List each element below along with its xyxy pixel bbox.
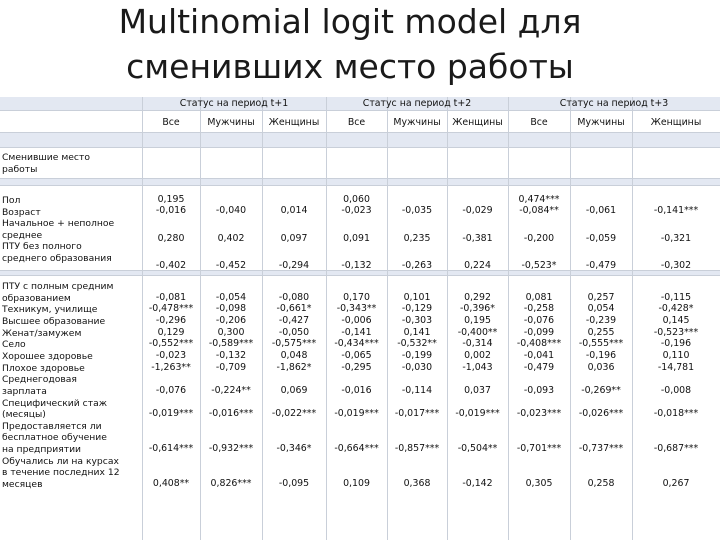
- value-cell: 0,110: [662, 349, 690, 361]
- value-cell: -0,029: [462, 205, 493, 216]
- value-cell: -0,084**: [519, 205, 559, 216]
- value-cell: 0,170: [343, 291, 370, 303]
- value-cell: -0,532**: [397, 338, 437, 350]
- value-cell: -0,552***: [148, 338, 194, 350]
- block-2-label: Село: [2, 339, 26, 351]
- value-cell: -0,196: [585, 349, 617, 361]
- value-cell: -0,269**: [581, 384, 621, 396]
- value-cell: -0,687***: [653, 443, 699, 455]
- block-1-label: Пол: [2, 195, 21, 206]
- value-cell: -0,258: [523, 303, 555, 315]
- block-2-label: образованием: [2, 292, 71, 304]
- value-cell: -0,343**: [336, 303, 377, 315]
- value-cell: 0,101: [403, 291, 431, 303]
- value-cell: 0,300: [217, 326, 245, 338]
- value-cell: -0,054: [215, 291, 247, 303]
- value-cell: -0,019***: [148, 408, 194, 420]
- value-cell: -0,661*: [276, 303, 312, 315]
- value-cell: -0,452: [215, 260, 247, 271]
- value-cell: -0,206: [215, 314, 247, 326]
- value-cell: -0,200: [523, 233, 555, 244]
- value-cell: 0,224: [464, 260, 491, 271]
- value-cell: -0,434***: [334, 338, 379, 350]
- value-cell: -0,093: [523, 384, 555, 396]
- value-cell: 0,195: [464, 314, 491, 326]
- value-cell: 0,474***: [518, 194, 560, 205]
- value-cell: -0,023: [341, 205, 372, 216]
- value-cell: -0,142: [462, 478, 493, 490]
- value-cell: 0,195: [157, 194, 185, 205]
- value-cell: -0,016: [341, 384, 372, 396]
- section-label-line-1: Сменившие место: [2, 152, 90, 163]
- value-cell: -0,381: [462, 233, 493, 244]
- value-cell: 0,235: [403, 233, 431, 244]
- results-table: [0, 97, 720, 540]
- col-header-women-3: Женщины: [650, 117, 702, 128]
- value-cell: 0,014: [280, 205, 308, 216]
- value-cell: -0,041: [523, 349, 555, 361]
- value-cell: -0,523*: [521, 260, 557, 271]
- value-cell: -0,098: [215, 303, 247, 315]
- value-cell: -0,019***: [455, 408, 500, 420]
- group-header-t1: Статус на период t+1: [179, 98, 289, 109]
- value-cell: 0,109: [343, 478, 370, 490]
- value-cell: -0,614***: [148, 443, 194, 455]
- value-cell: -0,408***: [516, 338, 562, 350]
- value-cell: 0,129: [157, 326, 185, 338]
- block-1-label: среднее: [2, 229, 43, 241]
- value-cell: -0,737***: [578, 443, 624, 455]
- group-header-t3: Статус на период t+3: [559, 98, 669, 109]
- block-2-label: Хорошее здоровье: [2, 350, 93, 362]
- value-cell: -0,303: [401, 314, 433, 326]
- value-cell: -0,479: [523, 361, 555, 373]
- value-cell: -0,115: [660, 291, 692, 303]
- value-cell: 0,036: [587, 361, 615, 373]
- value-cell: 0,145: [662, 314, 690, 326]
- value-cell: -0,132: [215, 349, 247, 361]
- value-cell: -0,295: [341, 361, 372, 373]
- value-cell: -0,018***: [653, 408, 699, 420]
- value-cell: -0,040: [215, 205, 247, 216]
- block-2-label: Обучались ли на курсах: [2, 455, 119, 467]
- block-2-label: Плохое здоровье: [2, 362, 85, 374]
- spacer-row: [0, 132, 720, 147]
- value-cell: 0,060: [343, 194, 370, 205]
- block-2-label: Специфический стаж: [2, 397, 107, 409]
- section-label-line-2: работы: [2, 164, 38, 175]
- value-cell: -0,026***: [578, 408, 624, 420]
- value-cell: 0,267: [662, 478, 690, 490]
- value-cell: -0,263: [401, 260, 433, 271]
- col-header-men-3: Мужчины: [577, 117, 625, 128]
- value-cell: -0,017***: [394, 408, 440, 420]
- value-cell: 0,097: [280, 233, 308, 244]
- block-2-label: (месяцы): [2, 409, 46, 421]
- col-header-women-2: Женщины: [452, 117, 503, 128]
- value-cell: -0,141***: [653, 205, 699, 216]
- value-cell: -0,080: [278, 291, 310, 303]
- value-cell: -0,314: [462, 338, 493, 350]
- value-cell: -0,114: [401, 384, 433, 396]
- value-cell: -0,006: [341, 314, 372, 326]
- block-2-label: Женат/замужем: [2, 327, 82, 339]
- value-cell: 0,280: [157, 233, 185, 244]
- value-cell: -0,076: [523, 314, 555, 326]
- value-cell: -0,022***: [271, 408, 317, 420]
- value-cell: -0,402: [155, 260, 187, 271]
- block-1-label: среднего образования: [2, 253, 112, 264]
- value-cell: 0,037: [464, 384, 491, 396]
- block-2-label: ПТУ с полным средним: [2, 281, 114, 292]
- value-cell: -0,129: [401, 303, 433, 315]
- value-cell: -0,035: [401, 205, 433, 216]
- spacer-row-2: [0, 178, 720, 185]
- value-cell: 0,091: [343, 233, 370, 244]
- value-cell: -0,050: [278, 326, 310, 338]
- block-1-label: Возраст: [2, 206, 41, 218]
- value-cell: -1,862*: [276, 361, 312, 373]
- value-cell: 0,048: [280, 349, 308, 361]
- value-cell: -0,296: [155, 314, 187, 326]
- value-cell: -0,504**: [457, 443, 498, 455]
- value-cell: 0,081: [525, 291, 553, 303]
- value-cell: 0,292: [464, 291, 491, 303]
- col-header-men-2: Мужчины: [393, 117, 441, 128]
- block-2-label: зарплата: [2, 385, 47, 397]
- section-row: [0, 147, 720, 178]
- value-cell: 0,069: [280, 384, 308, 396]
- block-2-label: Среднегодовая: [2, 374, 77, 386]
- value-cell: 0,305: [525, 478, 553, 490]
- value-cell: -0,523***: [653, 326, 699, 338]
- value-cell: -0,016***: [208, 408, 254, 420]
- block-2-label: Предоставляется ли: [2, 420, 102, 432]
- value-cell: -14,781: [657, 361, 695, 373]
- value-cell: -0,428*: [658, 303, 694, 315]
- value-cell: -0,396*: [460, 303, 495, 315]
- group-header-t2: Статус на период t+2: [362, 98, 472, 109]
- value-cell: -0,059: [585, 233, 617, 244]
- value-cell: -0,141: [341, 326, 372, 338]
- value-cell: 0,054: [587, 303, 615, 315]
- value-cell: 0,826***: [210, 478, 252, 490]
- block-2-label: на предприятии: [2, 444, 82, 456]
- value-cell: -0,427: [278, 314, 310, 326]
- block-2-label: Техникум, училище: [2, 304, 98, 316]
- value-cell: -0,664***: [334, 443, 379, 455]
- value-cell: -0,302: [660, 260, 692, 271]
- value-cell: 0,402: [217, 233, 245, 244]
- value-cell: -0,095: [278, 478, 310, 490]
- value-cell: -0,239: [585, 314, 617, 326]
- value-cell: -0,589***: [208, 338, 254, 350]
- col-header-men-1: Мужчины: [207, 117, 255, 128]
- value-cell: -0,019***: [334, 408, 379, 420]
- value-cell: 0,408**: [152, 478, 190, 490]
- value-cell: -0,023: [155, 349, 187, 361]
- value-cell: -0,061: [585, 205, 617, 216]
- value-cell: -0,478***: [148, 303, 194, 315]
- block-2-label: бесплатное обучение: [2, 432, 107, 444]
- block-1-label: Начальное + неполное: [2, 218, 115, 230]
- value-cell: -0,932***: [208, 443, 254, 455]
- value-cell: -0,857***: [394, 443, 440, 455]
- value-cell: -0,132: [341, 260, 372, 271]
- value-cell: -0,065: [341, 349, 372, 361]
- value-cell: -0,081: [155, 291, 187, 303]
- col-header-all-2: Все: [347, 117, 366, 128]
- value-cell: 0,002: [464, 349, 491, 361]
- value-cell: 0,368: [403, 478, 431, 490]
- value-cell: -0,030: [401, 361, 433, 373]
- value-cell: -0,076: [155, 384, 187, 396]
- col-header-women-1: Женщины: [268, 117, 320, 128]
- value-cell: -1,043: [462, 361, 493, 373]
- block-2-label: Высшее образование: [2, 315, 106, 327]
- value-cell: -0,008: [660, 384, 692, 396]
- value-cell: -0,224**: [211, 384, 251, 396]
- value-cell: 0,255: [587, 326, 615, 338]
- value-cell: -1,263**: [151, 361, 191, 373]
- value-cell: -0,196: [660, 338, 692, 350]
- value-cell: -0,479: [585, 260, 617, 271]
- value-cell: 0,141: [403, 326, 431, 338]
- value-cell: -0,199: [401, 349, 433, 361]
- value-cell: 0,257: [587, 291, 615, 303]
- block-2-label: месяцев: [2, 479, 43, 491]
- value-cell: -0,346*: [276, 443, 312, 455]
- value-cell: -0,016: [155, 205, 187, 216]
- value-cell: -0,701***: [516, 443, 562, 455]
- value-cell: -0,099: [523, 326, 555, 338]
- slide-title-line-1: Multinomial logit model для: [118, 2, 582, 41]
- block-2-label: в течение последних 12: [2, 467, 120, 479]
- value-cell: -0,555***: [578, 338, 624, 350]
- col-header-all-3: Все: [530, 117, 548, 128]
- value-cell: 0,258: [587, 478, 615, 490]
- value-cell: -0,400**: [457, 326, 498, 338]
- block-1-label: ПТУ без полного: [2, 241, 82, 253]
- value-cell: -0,575***: [271, 338, 317, 350]
- value-cell: -0,709: [215, 361, 247, 373]
- value-cell: -0,023***: [516, 408, 562, 420]
- slide-title-line-2: сменивших место работы: [126, 47, 574, 86]
- value-cell: -0,321: [660, 233, 692, 244]
- value-cell: -0,294: [278, 260, 310, 271]
- col-header-all-1: Все: [162, 117, 180, 128]
